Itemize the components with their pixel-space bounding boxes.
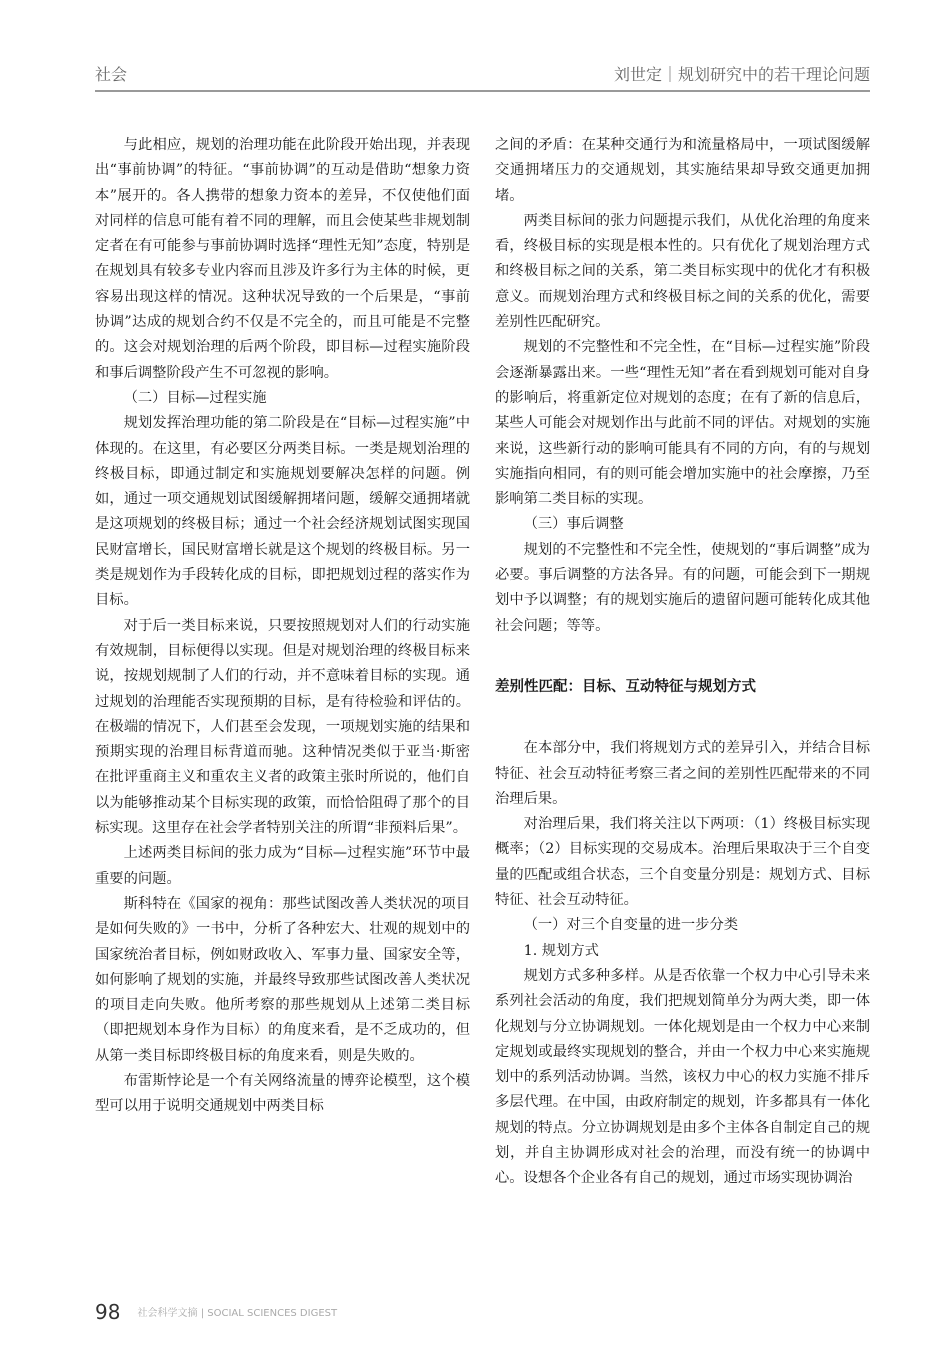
right-column	[495, 133, 870, 1192]
paragraph: 规划的不完整性和不完全性，使规划的“事后调整”成为必要。事后调整的方法各异。有的问题，可能会到下一期规划中予以调整；有的规划实施后的遗留问题可能转化成其他社会问题；等等。	[495, 541, 870, 634]
subsection-heading: （三）事后调整	[523, 516, 624, 533]
page-footer	[95, 1300, 337, 1324]
paragraph: 之间的矛盾：在某种交通行为和流量格局中，一项试图缓解交通拥堵压力的交通规划，其实施结果却导致交通更加拥堵。	[495, 137, 870, 204]
paragraph: 斯科特在《国家的视角：那些试图改善人类状况的项目是如何失败的》一书中，分析了各种宏大、壮观的规划中的国家统治者目标，例如财政收入、军事力量、国家安全等，如何影响了规划的实施，并最终导致那些试图改善人类状况的项目走向失败。他所考察的那些规划从上述第二类目标（即把规划本身作为目标）的角度来看，是不乏成功的，但从第一类目标即终极目标的角度来看，则是失败的。	[95, 895, 470, 1064]
paragraph: 规划发挥治理功能的第二阶段是在“目标—过程实施”中体现的。在这里，有必要区分两类目标。一类是规划治理的终极目标，即通过制定和实施规划要解决怎样的问题。例如，通过一项交通规划试图缓解拥堵问题，缓解交通拥堵就是这项规划的终极目标；通过一个社会经济规划试图实现国民财富增长，国民财富增长就是这个规划的终极目标。另一类是规划作为手段转化成的目标，即把规划过程的落实作为目标。	[95, 415, 470, 609]
paragraph: 对于后一类目标来说，只要按照规划对人们的行动实施有效规制，目标便得以实现。但是对规划治理的终极目标来说，按规划规制了人们的行动，并不意味着目标的实现。通过规划的治理能否实现预期的目标，是有待检验和评估的。在极端的情况下，人们甚至会发现，一项规划实施的结果和预期实现的治理目标背道而驰。这种情况类似于亚当·斯密在批评重商主义和重农主义者的政策主张时所说的，他们自以为能够推动某个目标实现的政策，而恰恰阻碍了那个的目标实现。这里存在社会学者特别关注的所谓“非预料后果”。	[95, 617, 470, 837]
paragraph: 在本部分中，我们将规划方式的差异引入，并结合目标特征、社会互动特征考察三者之间的差别性匹配带来的不同治理后果。	[495, 740, 870, 807]
subsection-heading: （二）目标—过程实施	[123, 389, 267, 406]
paragraph: 上述两类目标间的张力成为“目标—过程实施”环节中最重要的问题。	[95, 845, 470, 887]
paragraph: 布雷斯悖论是一个有关网络流量的博弈论模型，这个模型可以用于说明交通规划中两类目标	[95, 1072, 470, 1115]
page-number: 98	[95, 1300, 121, 1324]
subsection-heading: 1. 规划方式	[523, 942, 599, 959]
paragraph: 两类目标间的张力问题提示我们，从优化治理的角度来看，终极目标的实现是根本性的。只有优化了规划治理方式和终极目标之间的关系，第二类目标实现中的优化才有积极意义。而规划治理方式和终极目标之间的关系的优化，需要差别性匹配研究。	[495, 212, 870, 331]
header-section: 社会	[95, 65, 128, 84]
running-header	[95, 60, 870, 92]
paragraph: 规划的不完整性和不完全性，在“目标—过程实施”阶段会逐渐暴露出来。一些“理性无知”者在看到规划可能对自身的影响后，将重新定位对规划的态度；在有了新的信息后，某些人可能会对规划作出与此前不同的评估。对规划的实施来说，这些新行动的影响可能具有不同的方向，有的与规划实施指向相同，有的则可能会增加实施中的社会摩擦，乃至影响第二类目标的实现。	[495, 339, 870, 508]
subsection-heading: （一）对三个自变量的进一步分类	[523, 917, 739, 934]
paragraph: 与此相应，规划的治理功能在此阶段开始出现，并表现出“事前协调”的特征。“事前协调”的互动是借助“想象力资本”展开的。各人携带的想象力资本的差异，不仅使他们面对同样的信息可能有着不同的理解，而且会使某些非规划制定者在有可能参与事前协调时选择“理性无知”态度，特别是在规划具有较多专业内容而且涉及许多行为主体的时候，更容易出现这样的情况。这种状况导致的一个后果是，“事前协调”达成的规划合约不仅是不完全的，而且可能是不完整的。这会对规划治理的后两个阶段，即目标—过程实施阶段和事后调整阶段产生不可忽视的影响。	[95, 137, 470, 381]
paragraph: 对治理后果，我们将关注以下两项：（1）终极目标实现概率；（2）目标实现的交易成本。治理后果取决于三个自变量的匹配或组合状态，三个自变量分别是：规划方式、目标特征、社会互动特征。	[495, 816, 870, 909]
header-article-title: 刘世定｜规划研究中的若干理论问题	[613, 65, 870, 84]
paragraph: 规划方式多种多样。从是否依靠一个权力中心引导未来系列社会活动的角度，我们把规划简单分为两大类，即一体化规划与分立协调规划。一体化规划是由一个权力中心来制定规划或最终实现规划的整合，并由一个权力中心来实施规划中的系列活动协调。当然，该权力中心的权力实施不排斥多层代理。在中国，由政府制定的规划，许多都具有一体化规划的特点。分立协调规划是由多个主体各自制定自己的规划，并自主协调形成对社会的治理，而没有统一的协调中心。设想各个企业各有自己的规划，通过市场实现协调治	[495, 967, 870, 1187]
section-heading: 差别性匹配：目标、互动特征与规划方式	[495, 678, 756, 695]
journal-name: 社会科学文摘 | SOCIAL SCIENCES DIGEST	[137, 1308, 338, 1319]
left-column	[95, 133, 470, 1120]
